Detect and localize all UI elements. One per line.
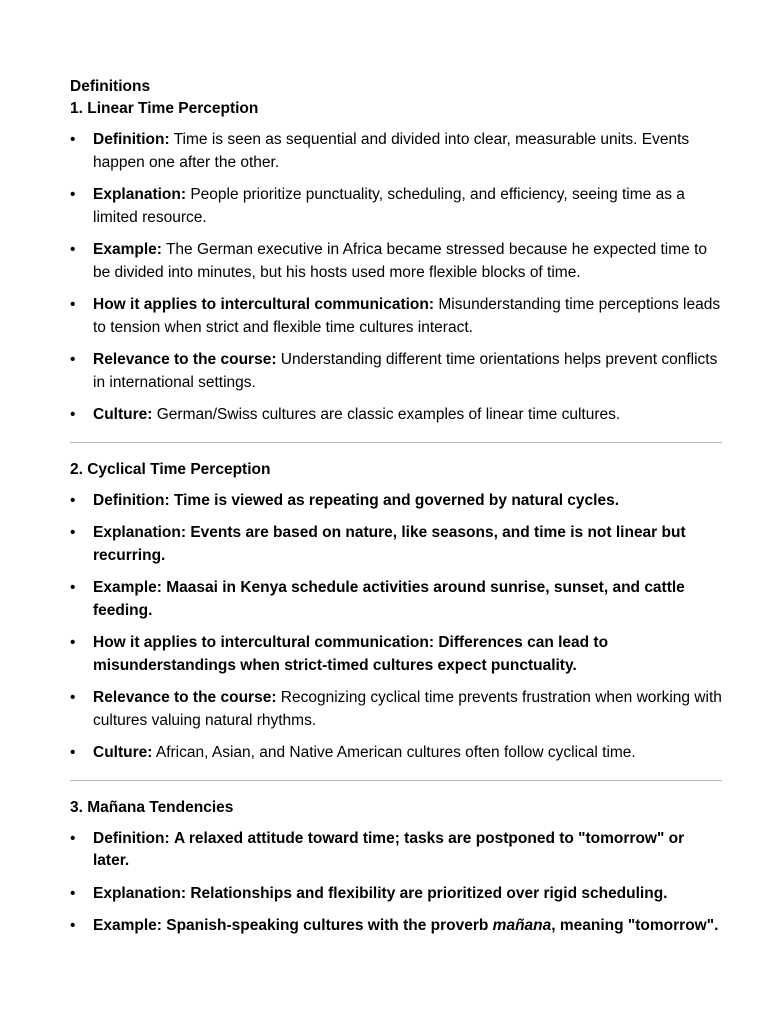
- list-item: [70, 490, 722, 513]
- bullet-icon: •: [70, 744, 76, 761]
- item-label: How it applies to intercultural communication:: [93, 296, 435, 313]
- item-text: Misunderstanding time perceptions leads to tension when strict and flexible time cultures interact.: [93, 296, 721, 336]
- bullet-icon: •: [70, 296, 76, 313]
- item-text: Relationships and flexibility are prioritized over rigid scheduling.: [190, 884, 668, 902]
- bullet-icon: •: [70, 186, 76, 203]
- definition-list: [70, 129, 722, 427]
- list-item: [70, 687, 722, 732]
- list-item: [70, 742, 722, 765]
- item-text: People prioritize punctuality, scheduling, and efficiency, seeing time as a limited resource.: [93, 186, 685, 226]
- section-title: 2. Cyclical Time Perception: [70, 460, 271, 478]
- list-item: [70, 522, 722, 567]
- section-title: 1. Linear Time Perception: [70, 100, 259, 117]
- list-item: [70, 349, 722, 394]
- item-text: Recognizing cyclical time prevents frustration when working with cultures valuing natural rhythms.: [93, 689, 722, 729]
- list-item: [70, 404, 722, 427]
- item-label: Definition:: [93, 491, 170, 509]
- bullet-icon: •: [70, 406, 76, 423]
- section-manana-tendencies: [70, 797, 722, 938]
- item-text: [166, 917, 718, 934]
- bullet-icon: •: [70, 689, 76, 706]
- bullet-icon: •: [70, 884, 76, 902]
- bullet-icon: •: [70, 634, 76, 651]
- list-item: [70, 883, 722, 906]
- item-text-after: , meaning "tomorrow".: [551, 917, 719, 934]
- section-title: 3. Mañana Tendencies: [70, 798, 234, 816]
- item-text: Maasai in Kenya schedule activities around sunrise, sunset, and cattle feeding.: [93, 579, 685, 619]
- item-italic-term: mañana: [492, 917, 552, 934]
- item-label: Explanation:: [93, 884, 187, 902]
- list-item: [70, 129, 722, 174]
- item-text: Time is seen as sequential and divided into clear, measurable units. Events happen one after the other.: [93, 131, 690, 171]
- section-divider: [70, 442, 722, 443]
- bullet-icon: •: [70, 579, 76, 596]
- list-item: [70, 828, 722, 873]
- bullet-icon: •: [70, 917, 76, 934]
- bullet-icon: •: [70, 491, 76, 509]
- list-item: [70, 577, 722, 622]
- bullet-icon: •: [70, 524, 76, 541]
- item-label: Example:: [93, 917, 162, 934]
- item-label: Culture:: [93, 406, 153, 423]
- item-label: Explanation:: [93, 524, 187, 541]
- bullet-icon: •: [70, 131, 76, 148]
- item-label: Definition:: [93, 829, 170, 847]
- item-text: Time is viewed as repeating and governed by natural cycles.: [173, 491, 620, 509]
- item-label: Explanation:: [93, 186, 187, 203]
- item-text: The German executive in Africa became stressed because he expected time to be divided into minutes, but his hosts used more flexible blocks of time.: [93, 241, 708, 281]
- list-item: [70, 632, 722, 677]
- list-item: [70, 915, 722, 938]
- list-item: [70, 184, 722, 229]
- document-page: [70, 76, 722, 948]
- list-item: [70, 239, 722, 284]
- item-label: Relevance to the course:: [93, 351, 277, 368]
- item-text: African, Asian, and Native American cultures often follow cyclical time.: [155, 744, 636, 761]
- item-text: Events are based on nature, like seasons, and time is not linear but recurring.: [93, 524, 686, 564]
- item-label: Example:: [93, 241, 162, 258]
- list-item: [70, 294, 722, 339]
- item-text: Understanding different time orientations helps prevent conflicts in international settings.: [93, 351, 718, 391]
- bullet-icon: •: [70, 241, 76, 258]
- section-divider: [70, 780, 722, 781]
- item-label: Relevance to the course:: [93, 689, 277, 706]
- bullet-icon: •: [70, 829, 76, 847]
- item-text: Differences can lead to misunderstandings when strict-timed cultures expect punctuality.: [93, 634, 609, 674]
- item-label: How it applies to intercultural communication:: [93, 634, 435, 651]
- item-label: Example:: [93, 579, 162, 596]
- bullet-icon: •: [70, 351, 76, 368]
- item-label: Definition:: [93, 131, 170, 148]
- item-text: A relaxed attitude toward time; tasks are postponed to "tomorrow" or later.: [93, 829, 685, 869]
- document-heading: Definitions: [70, 78, 151, 95]
- item-text-before: Spanish-speaking cultures with the proverb: [166, 917, 489, 934]
- item-label: Culture:: [93, 744, 153, 761]
- definition-list: [70, 490, 722, 765]
- section-linear-time: [70, 98, 722, 427]
- definition-list: [70, 828, 722, 938]
- item-text: German/Swiss cultures are classic examples of linear time cultures.: [156, 406, 621, 423]
- section-cyclical-time: [70, 459, 722, 765]
